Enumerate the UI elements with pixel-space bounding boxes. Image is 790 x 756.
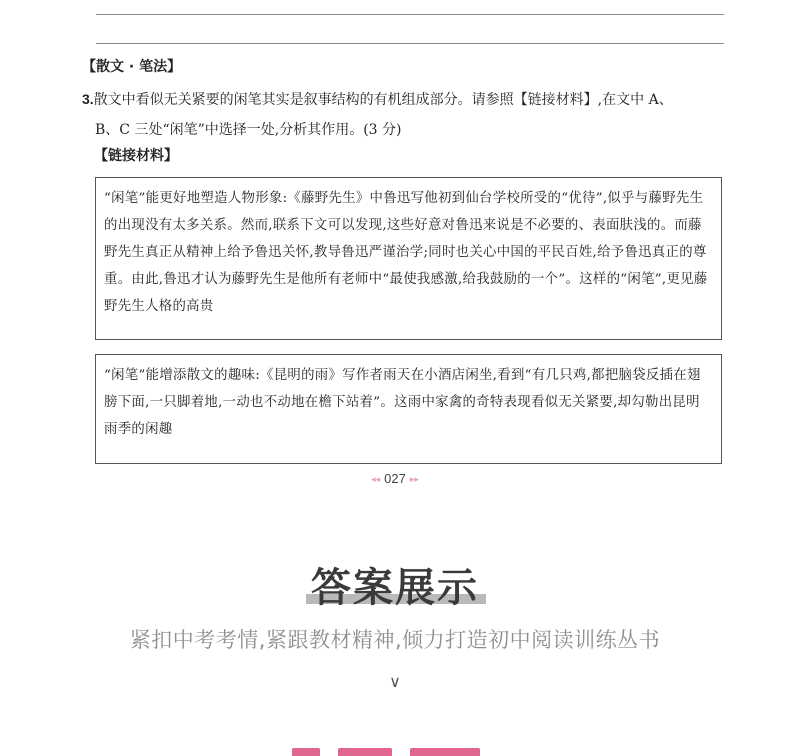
page-deco-right-icon: ▸▸ bbox=[409, 474, 419, 485]
section-tag: 【散文 · 笔法】 bbox=[82, 59, 182, 75]
peek-block bbox=[292, 748, 320, 756]
peek-block bbox=[410, 748, 480, 756]
page-number bbox=[0, 471, 790, 486]
answer-line-2 bbox=[96, 43, 724, 44]
material-box-1: “闲笔”能更好地塑造人物形象:《藤野先生》中鲁迅写他初到仙台学校所受的“优待”,似乎与藤野先生的出现没有太多关系。然而,联系下文可以发现,这些好意对鲁迅来说是不必要的、表面肤浅的。而藤野先生真正从精神上给予鲁迅关怀,教导鲁迅严谨治学;同时也关心中国的平民百姓,给予鲁迅真正的尊重。由此,鲁迅才认为藤野先生是他所有老师中“最使我感激,给我鼓励的一个”。这样的“闲笔”,更见藤野先生人格的高贵 bbox=[95, 177, 722, 340]
material-box-2: “闲笔”能增添散文的趣味:《昆明的雨》写作者雨天在小酒店闲坐,看到“有几只鸡,都把脑袋反插在翅膀下面,一只脚着地,一动也不动地在檐下站着”。这雨中家禽的奇特表现看似无关紧要,却勾勒出昆明雨季的闲趣 bbox=[95, 354, 722, 464]
question-text-line-1: 散文中看似无关紧要的闲笔其实是叙事结构的有机组成部分。请参照【链接材料】,在文中 A、 bbox=[93, 92, 673, 108]
peek-block bbox=[338, 748, 392, 756]
question-3 bbox=[82, 84, 732, 145]
answer-line-1 bbox=[96, 14, 724, 15]
link-material-tag: 【链接材料】 bbox=[94, 148, 178, 164]
page-deco-left-icon: ◂◂ bbox=[371, 474, 381, 485]
chevron-down-icon[interactable]: ∨ bbox=[389, 672, 401, 691]
next-section-peek bbox=[292, 748, 502, 756]
answer-title: 答案展示 bbox=[311, 565, 479, 611]
tagline: 紧扣中考考情,紧跟教材精神,倾力打造初中阅读训练丛书 bbox=[129, 628, 661, 652]
question-text-line-2: B、C 三处“闲笔”中选择一处,分析其作用。(3 分) bbox=[95, 122, 402, 138]
page-number-text: 027 bbox=[384, 471, 406, 486]
question-number: 3. bbox=[82, 91, 94, 107]
